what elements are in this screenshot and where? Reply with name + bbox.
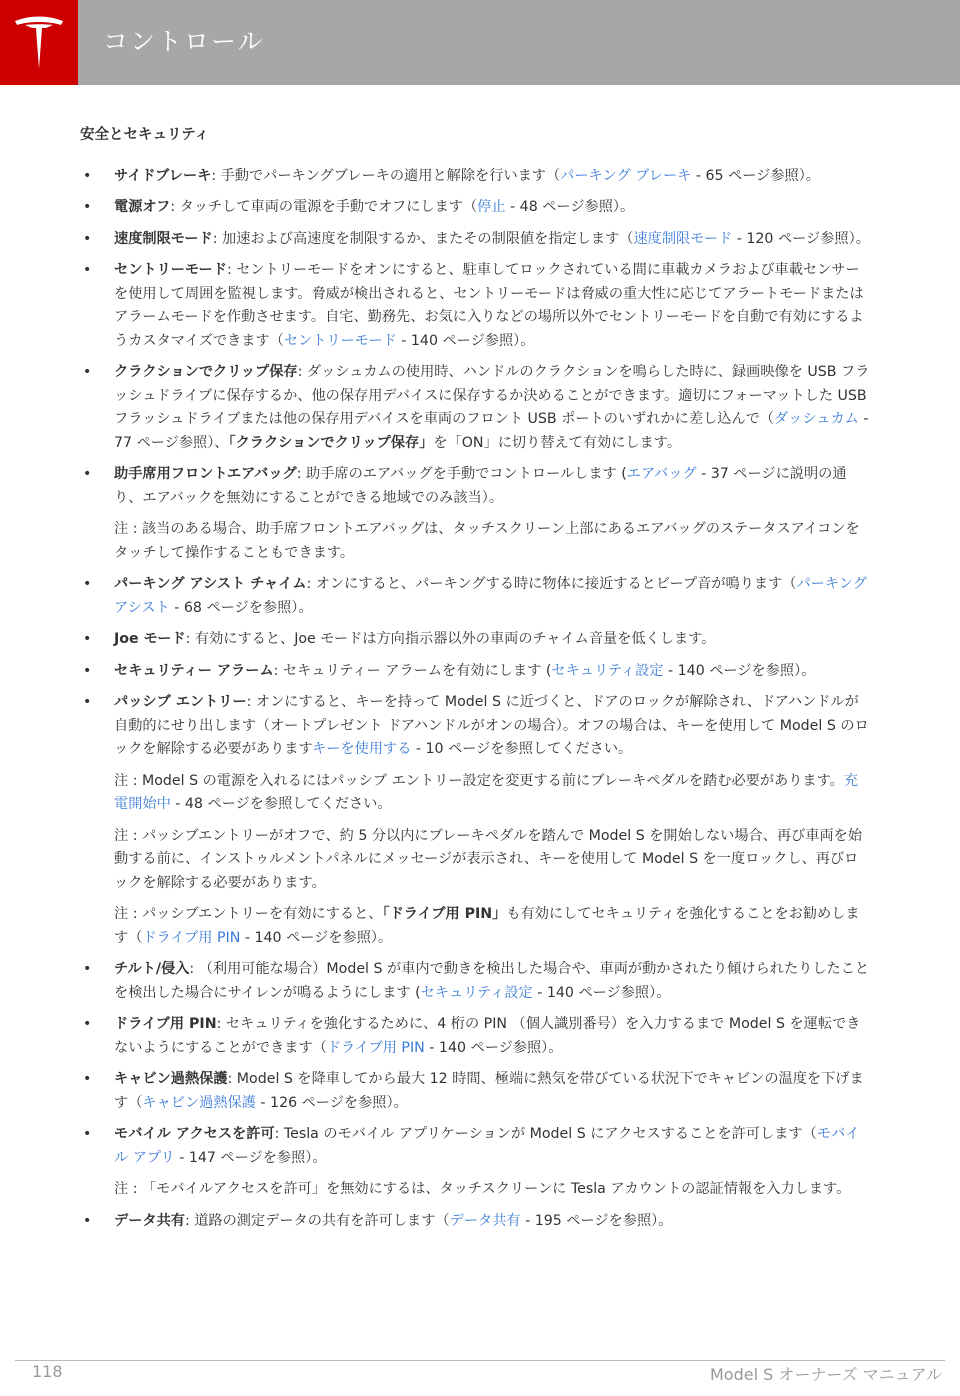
list-item bbox=[80, 1013, 872, 1060]
cross-reference-link[interactable]: キーを使用する bbox=[312, 741, 412, 757]
note-label: 注 : bbox=[114, 1181, 138, 1197]
list-item bbox=[80, 958, 872, 1005]
item-term: パーキング アシスト チャイム bbox=[114, 576, 307, 592]
bullet: • bbox=[83, 364, 92, 380]
item-page-ref: - 68 ページを参照）。 bbox=[169, 599, 313, 616]
item-page-ref: - 37 ページに説明の通り、エアバックを無効にすることができる地域でのみ該当）。 bbox=[114, 466, 847, 506]
item-page-ref: - 65 ページ参照）。 bbox=[691, 167, 820, 184]
item-text: : （利用可能な場合）Model S が車内で動きを検出した場合や、車両が動かされたり傾けられたりしたことを検出した場合にサイレンが鳴るようにします ( bbox=[114, 961, 870, 1001]
bullet: • bbox=[83, 1016, 92, 1032]
item-text: : 有効にすると、Joe モードは方向指示器以外の車両のチャイム音量を低くします。 bbox=[185, 631, 716, 647]
note-label: 注 : bbox=[114, 772, 138, 789]
section-title: 安全とセキュリティ bbox=[80, 127, 210, 143]
item-term: キャビン過熱保護 bbox=[114, 1071, 228, 1087]
manual-title: Model S オーナーズ マニュアル bbox=[709, 1365, 942, 1384]
item-text: : 道路の測定データの共有を許可します（ bbox=[184, 1212, 450, 1229]
list-item bbox=[80, 628, 872, 652]
item-term: クラクションでクリップ保存 bbox=[114, 364, 298, 380]
setting-name: 「ドライブ用 PIN」 bbox=[382, 906, 507, 922]
item-term: サイドブレーキ bbox=[114, 167, 212, 184]
item-text: を「ON」に切り替えて有効にします。 bbox=[433, 434, 682, 451]
item-term: 速度制限モード bbox=[114, 230, 213, 247]
item-page-ref: - 140 ページ参照）。 bbox=[424, 1039, 563, 1056]
list-item bbox=[80, 463, 872, 510]
chapter-title: コントロール bbox=[103, 27, 265, 56]
item-text: : Model S を降車してから最大 12 時間、極端に熱気を帯びている状況下でキャビンの温度を下げます（ bbox=[114, 1071, 864, 1111]
cross-reference-link[interactable]: キャビン過熱保護 bbox=[142, 1094, 256, 1111]
note-text: 該当のある場合、助手席フロントエアバッグは、タッチスクリーン上部にあるエアバッグのステータスアイコンをタッチして操作することもできます。 bbox=[114, 521, 860, 561]
note-page-ref: - 48 ページを参照してください。 bbox=[170, 796, 392, 812]
cross-reference-link[interactable]: ドライブ用 PIN bbox=[142, 929, 241, 946]
item-page-ref: - 10 ページを参照してください。 bbox=[411, 741, 633, 757]
item-text: : ダッシュカムの使用時、ハンドルのクラクションを鳴らした時に、録画映像を USB フラッシュドライブに保存するか、他の保存用デバイスに保存するか決めることができます。適切にフォーマットした USB フラッシュドライブまたは他の保存用デバイスを車両のフロント USB ポートのいずれかに差し込んで（ bbox=[114, 364, 870, 427]
cross-reference-link[interactable]: パーキングアシスト bbox=[114, 576, 867, 616]
item-page-ref: - 195 ページを参照）。 bbox=[520, 1212, 673, 1229]
item-page-ref: - 140 ページ参照）。 bbox=[396, 332, 535, 349]
cross-reference-link[interactable]: 充電開始中 bbox=[114, 772, 859, 812]
item-term: ドライブ用 PIN bbox=[114, 1016, 217, 1032]
note bbox=[80, 903, 872, 950]
list-item bbox=[80, 691, 872, 762]
note-text: Model S の電源を入れるにはパッシブ エントリー設定を変更する前にブレーキペダルを踏む必要があります。 bbox=[137, 772, 844, 789]
note-text: パッシブエントリーがオフで、約 5 分以内にブレーキペダルを踏んで Model S を開始しない場合、再び車両を始動する前に、インストゥルメントパネルにメッセージが表示され、キーを使用して Model S を一度ロックし、再びロックを解除する必要があります。 bbox=[114, 827, 863, 891]
bullet: • bbox=[83, 631, 92, 647]
item-text: : Tesla のモバイル アプリケーションが Model S にアクセスすることを許可します（ bbox=[274, 1126, 817, 1142]
item-term: チルト/侵入 bbox=[114, 961, 190, 977]
bullet: • bbox=[83, 576, 92, 592]
cross-reference-link[interactable]: エアバッグ bbox=[626, 466, 697, 482]
item-text: : 加速および高速度を制限するか、またその制限値を指定します（ bbox=[212, 230, 634, 247]
cross-reference-link[interactable]: セキュリティ設定 bbox=[551, 662, 664, 679]
list-item bbox=[80, 573, 872, 620]
cross-reference-link[interactable]: データ共有 bbox=[449, 1212, 521, 1229]
cross-reference-link[interactable]: ドライブ用 PIN bbox=[326, 1039, 425, 1056]
bullet: • bbox=[83, 167, 92, 184]
list-item bbox=[80, 1123, 872, 1170]
item-page-ref: - 77 ページ参照）、 bbox=[114, 411, 869, 451]
item-text: : セキュリティー アラームを有効にします ( bbox=[273, 662, 552, 679]
tesla-logo-icon bbox=[13, 15, 65, 69]
feature-list bbox=[80, 958, 872, 1170]
item-term: パッシブ エントリー bbox=[114, 694, 247, 710]
item-text: : セキュリティを強化するために、4 桁の PIN （個人識別番号）を入力するまで Model S を運転できないようにすることができます（ bbox=[114, 1016, 861, 1056]
brand-badge bbox=[0, 0, 78, 85]
item-term: モバイル アクセスを許可 bbox=[114, 1126, 275, 1142]
note bbox=[80, 1178, 872, 1202]
item-page-ref: - 120 ページ参照）。 bbox=[732, 230, 870, 247]
bullet: • bbox=[83, 199, 92, 215]
item-term: 電源オフ bbox=[114, 199, 171, 215]
bullet: • bbox=[83, 961, 92, 977]
item-text: : 助手席のエアバッグを手動でコントロールします ( bbox=[296, 466, 627, 482]
page-header bbox=[0, 0, 960, 85]
note-text: 「モバイルアクセスを許可」を無効にするは、タッチスクリーンに Tesla アカウントの認証情報を入力します。 bbox=[137, 1181, 851, 1197]
item-text: : オンにすると、パーキングする時に物体に接近するとビープ音が鳴ります（ bbox=[306, 576, 797, 592]
cross-reference-link[interactable]: セントリーモード bbox=[283, 332, 397, 349]
note-label: 注 : bbox=[114, 906, 138, 922]
bullet: • bbox=[83, 1071, 92, 1087]
list-item bbox=[80, 196, 872, 220]
cross-reference-link[interactable]: 速度制限モード bbox=[633, 230, 733, 247]
cross-reference-link[interactable]: セキュリティ設定 bbox=[420, 984, 533, 1001]
item-text: : 手動でパーキングブレーキの適用と解除を行います（ bbox=[211, 167, 561, 184]
item-term: セントリーモード bbox=[114, 262, 227, 278]
list-item bbox=[80, 361, 872, 455]
item-term: データ共有 bbox=[114, 1212, 185, 1229]
feature-list bbox=[80, 1210, 872, 1234]
bullet: • bbox=[83, 694, 92, 710]
item-text: : タッチして車両の電源を手動でオフにします（ bbox=[170, 199, 478, 215]
item-page-ref: - 140 ページ参照）。 bbox=[532, 984, 671, 1001]
page-number: 118 bbox=[32, 1362, 63, 1381]
list-item bbox=[80, 660, 872, 684]
item-term: Joe モード bbox=[114, 631, 186, 647]
bullet: • bbox=[83, 466, 92, 482]
item-term: セキュリティー アラーム bbox=[114, 662, 274, 679]
list-item bbox=[80, 165, 872, 189]
cross-reference-link[interactable]: パーキング ブレーキ bbox=[560, 167, 692, 184]
note-label: 注 : bbox=[114, 827, 138, 844]
bullet: • bbox=[83, 262, 92, 278]
note bbox=[80, 825, 872, 896]
item-text: : オンにすると、キーを持って Model S に近づくと、ドアのロックが解除され、ドアハンドルが自動的にせり出します（オートプレゼント ドアハンドルがオンの場合）。オフの場合は、キーを使用して Model S のロックを解除する必要があります bbox=[114, 694, 869, 757]
setting-name: 「クラクションでクリップ保存」 bbox=[228, 434, 434, 451]
document-body bbox=[80, 124, 872, 1241]
note-text: パッシブエントリーを有効にすると、 bbox=[137, 906, 383, 922]
feature-list bbox=[80, 573, 872, 762]
list-item bbox=[80, 259, 872, 353]
bullet: • bbox=[83, 1212, 92, 1229]
item-term: 助手席用フロントエアバッグ bbox=[114, 466, 297, 482]
feature-list bbox=[80, 165, 872, 511]
item-page-ref: - 140 ページを参照）。 bbox=[663, 662, 816, 679]
list-item bbox=[80, 1068, 872, 1115]
item-text: : セントリーモードをオンにすると、駐車してロックされている間に車載カメラおよび車載センサーを使用して周囲を監視します。脅威が検出されると、セントリーモードは脅威の重大性に応じてアラートモードまたはアラームモードを作動させます。自宅、勤務先、お気に入りなどの場所以外でセントリーモードを自動で有効にするようカスタマイズできます（ bbox=[114, 262, 864, 349]
note-label: 注 : bbox=[114, 521, 138, 537]
bullet: • bbox=[83, 230, 92, 247]
item-page-ref: - 147 ページを参照）。 bbox=[174, 1149, 327, 1166]
note-text: も有効にしてセキュリティを強化することをお勧めします（ bbox=[114, 906, 860, 946]
note-page-ref: - 140 ページを参照）。 bbox=[240, 929, 393, 946]
note bbox=[80, 518, 872, 565]
bullet: • bbox=[83, 1126, 92, 1142]
footer-divider bbox=[15, 1360, 945, 1361]
item-page-ref: - 126 ページを参照）。 bbox=[255, 1094, 408, 1111]
cross-reference-link[interactable]: モバイル アプリ bbox=[114, 1126, 860, 1166]
bullet: • bbox=[83, 662, 92, 679]
cross-reference-link[interactable]: ダッシュカム bbox=[773, 411, 859, 427]
list-item bbox=[80, 1210, 872, 1234]
item-page-ref: - 48 ページ参照）。 bbox=[505, 199, 635, 215]
cross-reference-link[interactable]: 停止 bbox=[477, 199, 506, 215]
note bbox=[80, 770, 872, 817]
list-item bbox=[80, 228, 872, 252]
